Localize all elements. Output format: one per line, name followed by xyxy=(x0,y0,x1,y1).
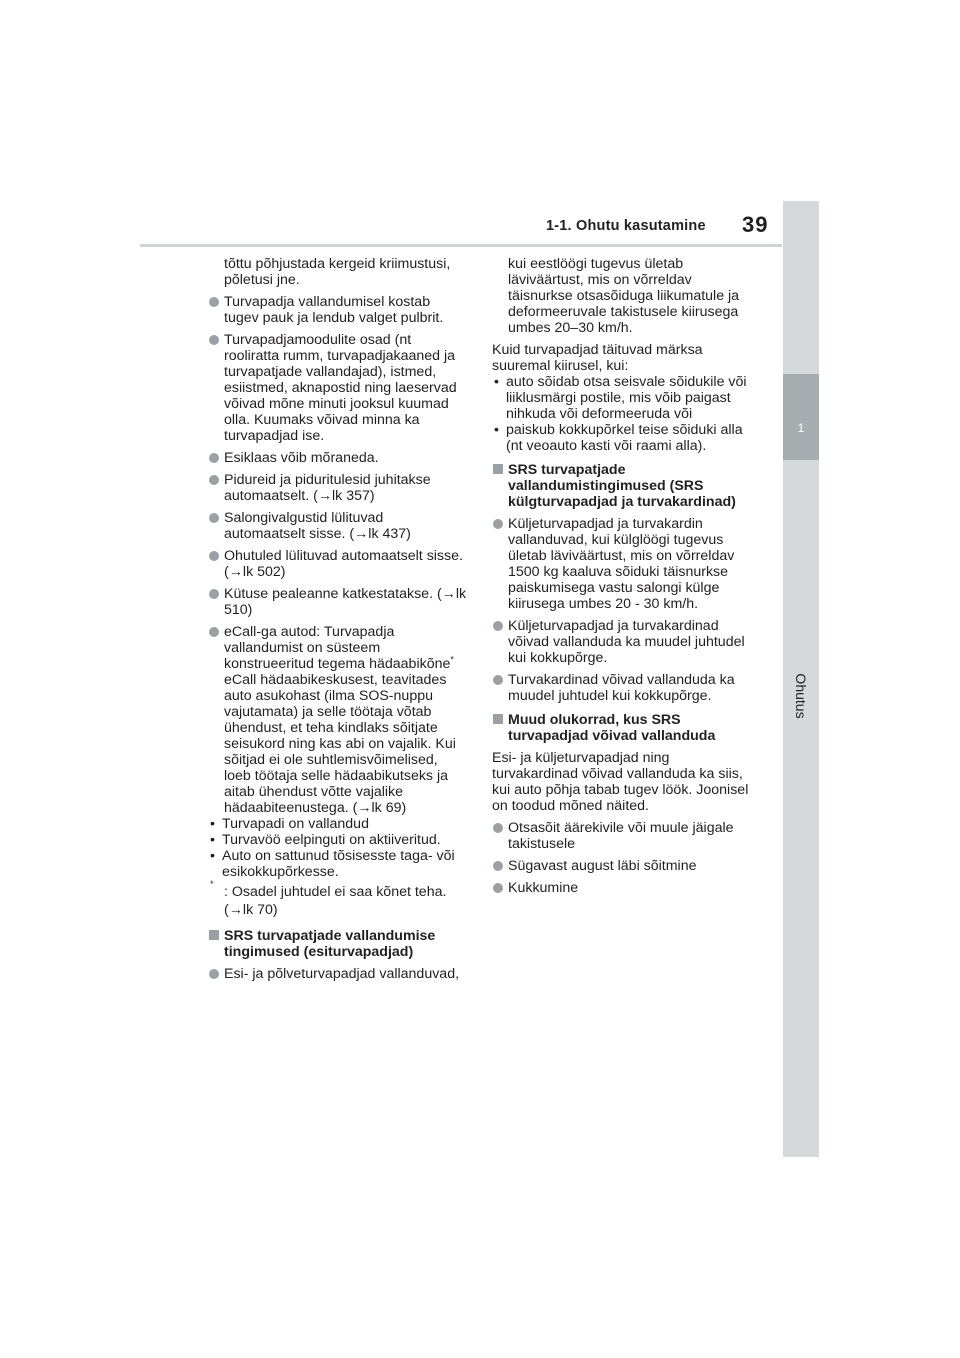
chapter-number: 1 xyxy=(797,421,805,435)
footnote-text: : Osadel juhtudel ei saa kõnet teha. xyxy=(224,884,447,900)
paragraph-continued: tõttu põhjustada kergeid kriimustusi, põletusi jne. xyxy=(224,256,451,288)
page-number: 39 xyxy=(742,212,769,237)
list-item: Salongivalgustid lülituvad automaatselt sisse. (→lk 437) xyxy=(208,510,468,542)
list-item: Otsasõit äärekivile või muule jäigale takistusele xyxy=(492,820,754,852)
footnote-reference[interactable]: (→lk 70) xyxy=(224,902,278,918)
list-item: Ohutuled lülituvad automaatselt sisse. (→lk 502) xyxy=(208,548,468,580)
sub-list-item: • Turvapadi on vallandud xyxy=(208,816,468,832)
list-item: Kukkumine xyxy=(492,880,754,896)
section-heading: Muud olukorrad, kus SRS turvapadjad võivad vallanduda xyxy=(492,712,754,744)
chapter-name xyxy=(787,661,815,731)
header-divider xyxy=(140,244,782,247)
list-item: Küljeturvapadjad ja turvakardin vallanduvad, kui külglöögi tugevus ületab läviväärtust, mis on võrreldav 1500 kg kaaluva sõiduki täisnurkse paiskumisega vastu salongi külge kiirusega umbes 20 - 30 km/h. xyxy=(492,516,754,612)
list-item: Kütuse pealeanne katkestatakse. (→lk 510) xyxy=(208,586,468,618)
chapter-side-tab[interactable] xyxy=(783,201,819,1157)
list-item: Esi- ja põlveturvapadjad vallanduvad, xyxy=(208,966,468,982)
footnote: * : Osadel juhtudel ei saa kõnet teha. xyxy=(210,879,447,900)
list-item: Esiklaas võib mõraneda. xyxy=(208,450,468,466)
section-heading: SRS turvapatjade vallandumise tingimused (esiturvapadjad) xyxy=(208,928,468,960)
list-item: Küljeturvapadjad ja turvakardinad võivad vallanduda ka muudel juhtudel kui kokkupõrge. xyxy=(492,618,754,666)
chapter-number-block xyxy=(783,374,819,460)
list-item-ecall xyxy=(208,624,468,816)
sub-list-item: • paiskub kokkupõrkel teise sõiduki alla (nt veoauto kasti või raami alla). xyxy=(492,422,754,454)
paragraph-continued: kui eestlöögi tugevus ületab läviväärtust, mis on võrreldav täisnurkse otsasõiduga liikumatule ja deformeeruvale takistusele kiirusega umbes 20–30 km/h. xyxy=(508,256,740,336)
sub-list-item: • auto sõidab otsa seisvale sõidukile või liiklusmärgi postile, mis võib paigast nihkuda või deformeeruda või xyxy=(492,374,754,422)
left-column xyxy=(208,256,468,988)
list-item: Sügavast august läbi sõitmine xyxy=(492,858,754,874)
list-item: Turvapadja vallandumisel kostab tugev pauk ja lendub valget pulbrit. xyxy=(208,294,468,326)
sub-list-item: • Auto on sattunud tõsisesste taga- või esikokkupõrkesse. xyxy=(208,848,468,880)
right-column xyxy=(492,256,754,902)
section-heading: SRS turvapatjade vallandumistingimused (SRS külgturvapadjad ja turvakardinad) xyxy=(492,462,754,510)
footnote-marker: * xyxy=(450,654,454,665)
paragraph: Esi- ja küljeturvapadjad ning turvakardinad võivad vallanduda ka siis, kui auto põhja tabab tugev löök. Joonisel on toodud mõned näited. xyxy=(492,750,749,814)
list-item: Turvakardinad võivad vallanduda ka muudel juhtudel kui kokkupõrge. xyxy=(492,672,754,704)
paragraph: Kuid turvapadjad täituvad märksa suuremal kiirusel, kui: xyxy=(492,342,703,374)
list-item: Turvapadjamoodulite osad (nt rooliratta rumm, turvapadjakaaned ja turvapatjade vallandajad), istmed, esiistmed, aknapostid ning laeservad võivad mõne minuti jooksul kuumad olla. Kuumaks võivad minna ka turvapadjad ise. xyxy=(208,332,468,444)
section-title: 1-1. Ohutu kasutamine xyxy=(546,218,706,234)
list-item: Pidureid ja piduritulesid juhitakse automaatselt. (→lk 357) xyxy=(208,472,468,504)
chapter-name-label: Ohutus xyxy=(793,673,809,719)
ecall-text-a: eCall-ga autod: Turvapadja vallandumist on süsteem konstrueeritud tegema hädaabikõne xyxy=(224,624,451,672)
sub-list-item: • Turvavöö eelpinguti on aktiiveritud. xyxy=(208,832,468,848)
ecall-text-b: eCall hädaabikeskusest, teavitades auto asukohast (ilma SOS-nuppu vajutamata) ja selle töötaja võtab ühendust, et teha kindlaks sõitjate seisukord ning kas abi on vajalik. Kui sõitjad ei ole suhtlemisvõimelised, loeb töötaja selle hädaabikutseks ja aitab ühendust võtte vajalike hädaabiteenustega. (→lk 69) xyxy=(224,672,456,816)
